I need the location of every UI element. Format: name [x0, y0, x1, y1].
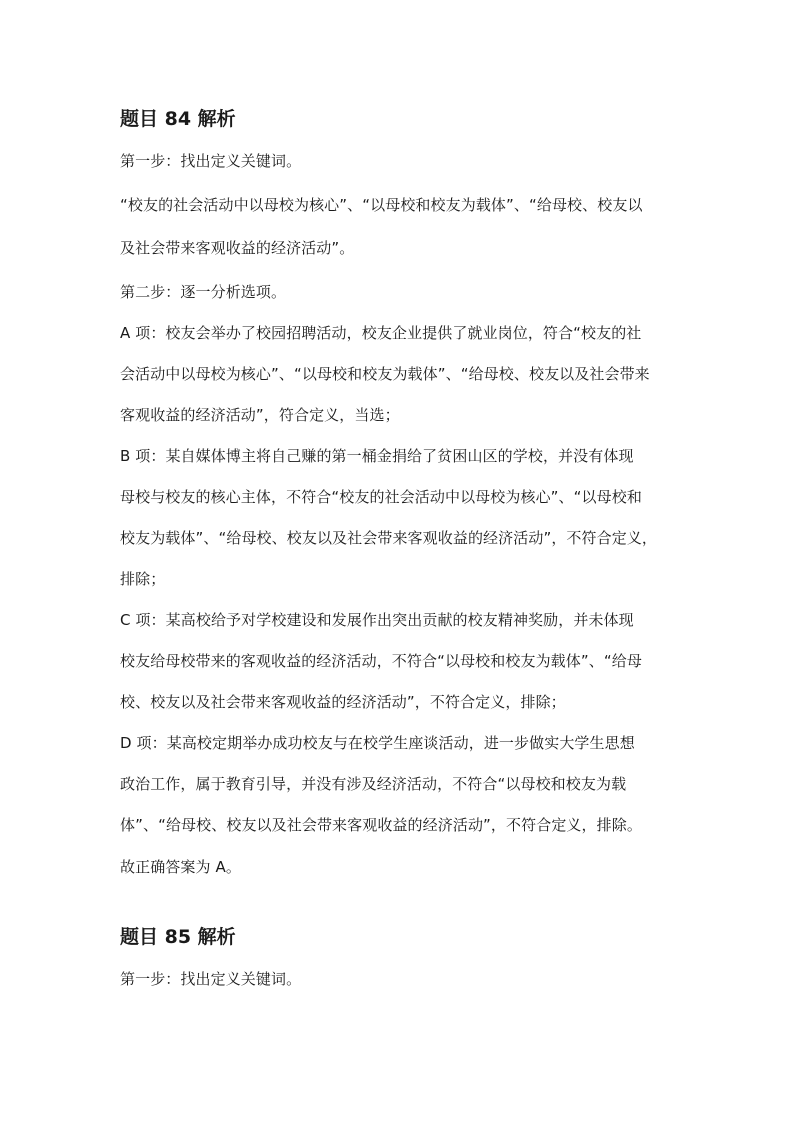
paragraph-line: 校友为载体”、“给母校、校友以及社会带来客观收益的经济活动”，不符合定义， [120, 529, 658, 547]
paragraph-line: A 项：校友会举办了校园招聘活动，校友企业提供了就业岗位，符合“校友的社 [120, 324, 642, 342]
paragraph-line: C 项：某高校给予对学校建设和发展作出突出贡献的校友精神奖励，并未体现 [120, 611, 634, 629]
paragraph-line: 校、校友以及社会带来客观收益的经济活动”，不符合定义，排除； [120, 693, 566, 711]
paragraph-line: 政治工作，属于教育引导，并没有涉及经济活动，不符合“以母校和校友为载 [120, 775, 627, 793]
section-title-85: 题目 85 解析 [120, 926, 236, 948]
paragraph-line: 第一步：找出定义关键词。 [120, 970, 302, 988]
paragraph-line: 体”、“给母校、校友以及社会带来客观收益的经济活动”，不符合定义，排除。 [120, 816, 642, 834]
paragraph-line: 第二步：逐一分析选项。 [120, 283, 287, 301]
paragraph-line: D 项：某高校定期举办成功校友与在校学生座谈活动，进一步做实大学生思想 [120, 734, 635, 752]
paragraph-line: 母校与校友的核心主体，不符合“校友的社会活动中以母校为核心”、“以母校和 [120, 488, 642, 506]
paragraph-line: 会活动中以母校为核心”、“以母校和校友为载体”、“给母校、校友以及社会带来 [120, 365, 650, 383]
section-title-84: 题目 84 解析 [120, 108, 236, 130]
paragraph-line: 排除； [120, 570, 166, 588]
paragraph-line: 校友给母校带来的客观收益的经济活动，不符合“以母校和校友为载体”、“给母 [120, 652, 642, 670]
paragraph-line: 客观收益的经济活动”，符合定义，当选； [120, 406, 400, 424]
paragraph-line: B 项：某自媒体博主将自己赚的第一桶金捐给了贫困山区的学校，并没有体现 [120, 447, 634, 465]
paragraph-line: 及社会带来客观收益的经济活动”。 [120, 239, 355, 257]
paragraph-line: 故正确答案为 A。 [120, 858, 241, 876]
paragraph-line: 第一步：找出定义关键词。 [120, 152, 302, 170]
paragraph-line: “校友的社会活动中以母校为核心”、“以母校和校友为载体”、“给母校、校友以 [120, 196, 643, 214]
